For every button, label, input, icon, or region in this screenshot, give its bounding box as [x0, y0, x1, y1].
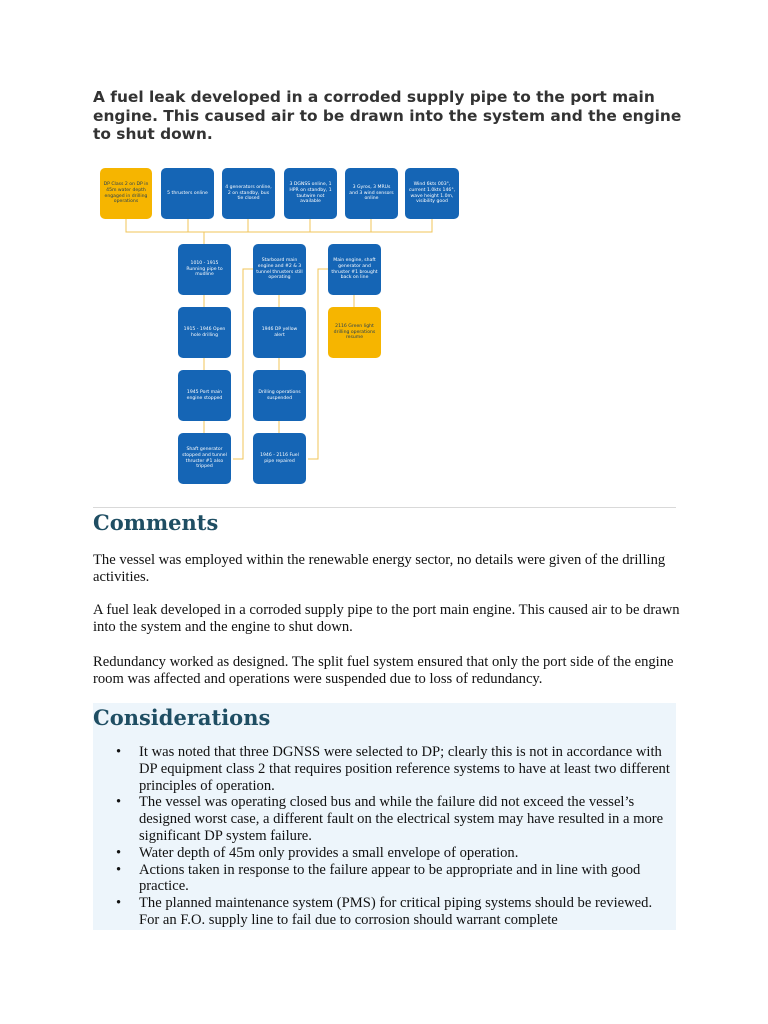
- comments-paragraph-1: The vessel was employed within the renewable energy sector, no details were given of the drilling activities.: [93, 552, 666, 585]
- list-item: • It was noted that three DGNSS were selected to DP; clearly this is not in accordance with DP equipment class 2 that requires position reference systems to have at least two different principles of operation.: [116, 744, 670, 794]
- node-running-pipe: 1010 - 1915 Running pipe to mudline: [178, 244, 231, 295]
- bullet-icon: •: [116, 744, 122, 760]
- node-drilling-resume: 2116 Green light drilling operations resume: [328, 307, 381, 358]
- node-thrusters: 5 thrusters online: [161, 168, 214, 219]
- considerations-list: [93, 744, 676, 929]
- page-heading: A fuel leak developed in a corroded supply pipe to the port main engine. This caused air to be drawn into the system and the engine to shut down.: [93, 88, 682, 143]
- considerations-title: Considerations: [93, 705, 271, 730]
- comments-title: Comments: [93, 510, 219, 535]
- node-environment: Wind 6kts 003°, current 1.0kts 146°, wave height 1.0m, visibility good: [405, 168, 459, 219]
- connector-col2-to-col3: [308, 269, 328, 459]
- list-item: • Water depth of 45m only provides a small envelope of operation.: [116, 844, 519, 861]
- node-dp-class-status: DP Class 2 on DP in 45m water depth engaged in drilling operations: [100, 168, 152, 219]
- connector-top-bar: [126, 219, 432, 232]
- node-brought-back-online: Main engine, shaft generator and thruster #1 brought back on line: [328, 244, 381, 295]
- connector-col1-to-col2: [233, 269, 253, 459]
- bullet-icon: •: [116, 861, 122, 878]
- node-sensors: 3 Gyros, 3 MRUs and 3 wind sensors online: [345, 168, 398, 219]
- node-fuel-pipe-repaired: 1946 - 2116 Fuel pipe repaired: [253, 433, 306, 484]
- list-item: • Actions taken in response to the failure appear to be appropriate and in line with good practice.: [116, 861, 641, 895]
- node-position-references: 3 DGNSS online, 1 HPR on standby, 1 tautwire not available: [284, 168, 337, 219]
- node-open-hole-drilling: 1915 - 1946 Open hole drilling: [178, 307, 231, 358]
- node-port-engine-stopped: 1945 Port main engine stopped: [178, 370, 231, 421]
- node-drilling-suspended: Drilling operations suspended: [253, 370, 306, 421]
- node-generators: 4 generators online, 2 on standby, bus tie closed: [222, 168, 275, 219]
- node-starboard-operating: Starboard main engine and #2 & 3 tunnel thrusters still operating: [253, 244, 306, 295]
- list-item: • The vessel was operating closed bus and while the failure did not exceed the vessel’s designed worst case, a different fault on the electrical system may have resulted in a more significant DP system failure.: [116, 794, 664, 844]
- node-shaft-generator-stopped: Shaft generator stopped and tunnel thruster #1 also tripped: [178, 433, 231, 484]
- comments-paragraph-2: A fuel leak developed in a corroded supply pipe to the port main engine. This caused air to be drawn into the system and the engine to shut down.: [93, 602, 680, 635]
- node-dp-yellow-alert: 1946 DP yellow alert: [253, 307, 306, 358]
- section-divider: [93, 507, 676, 508]
- comments-paragraph-3: Redundancy worked as designed. The split fuel system ensured that only the port side of the engine room was affected and operations were suspended due to loss of redundancy.: [93, 654, 674, 687]
- bullet-icon: •: [116, 844, 122, 861]
- considerations-section: [93, 703, 676, 930]
- bullet-icon: •: [116, 895, 122, 912]
- list-item: • The planned maintenance system (PMS) for critical piping systems should be reviewed. For an F.O. supply line to fail due to corrosion should warrant complete: [116, 895, 653, 928]
- bullet-icon: •: [116, 794, 122, 811]
- incident-flow-diagram: [93, 162, 463, 487]
